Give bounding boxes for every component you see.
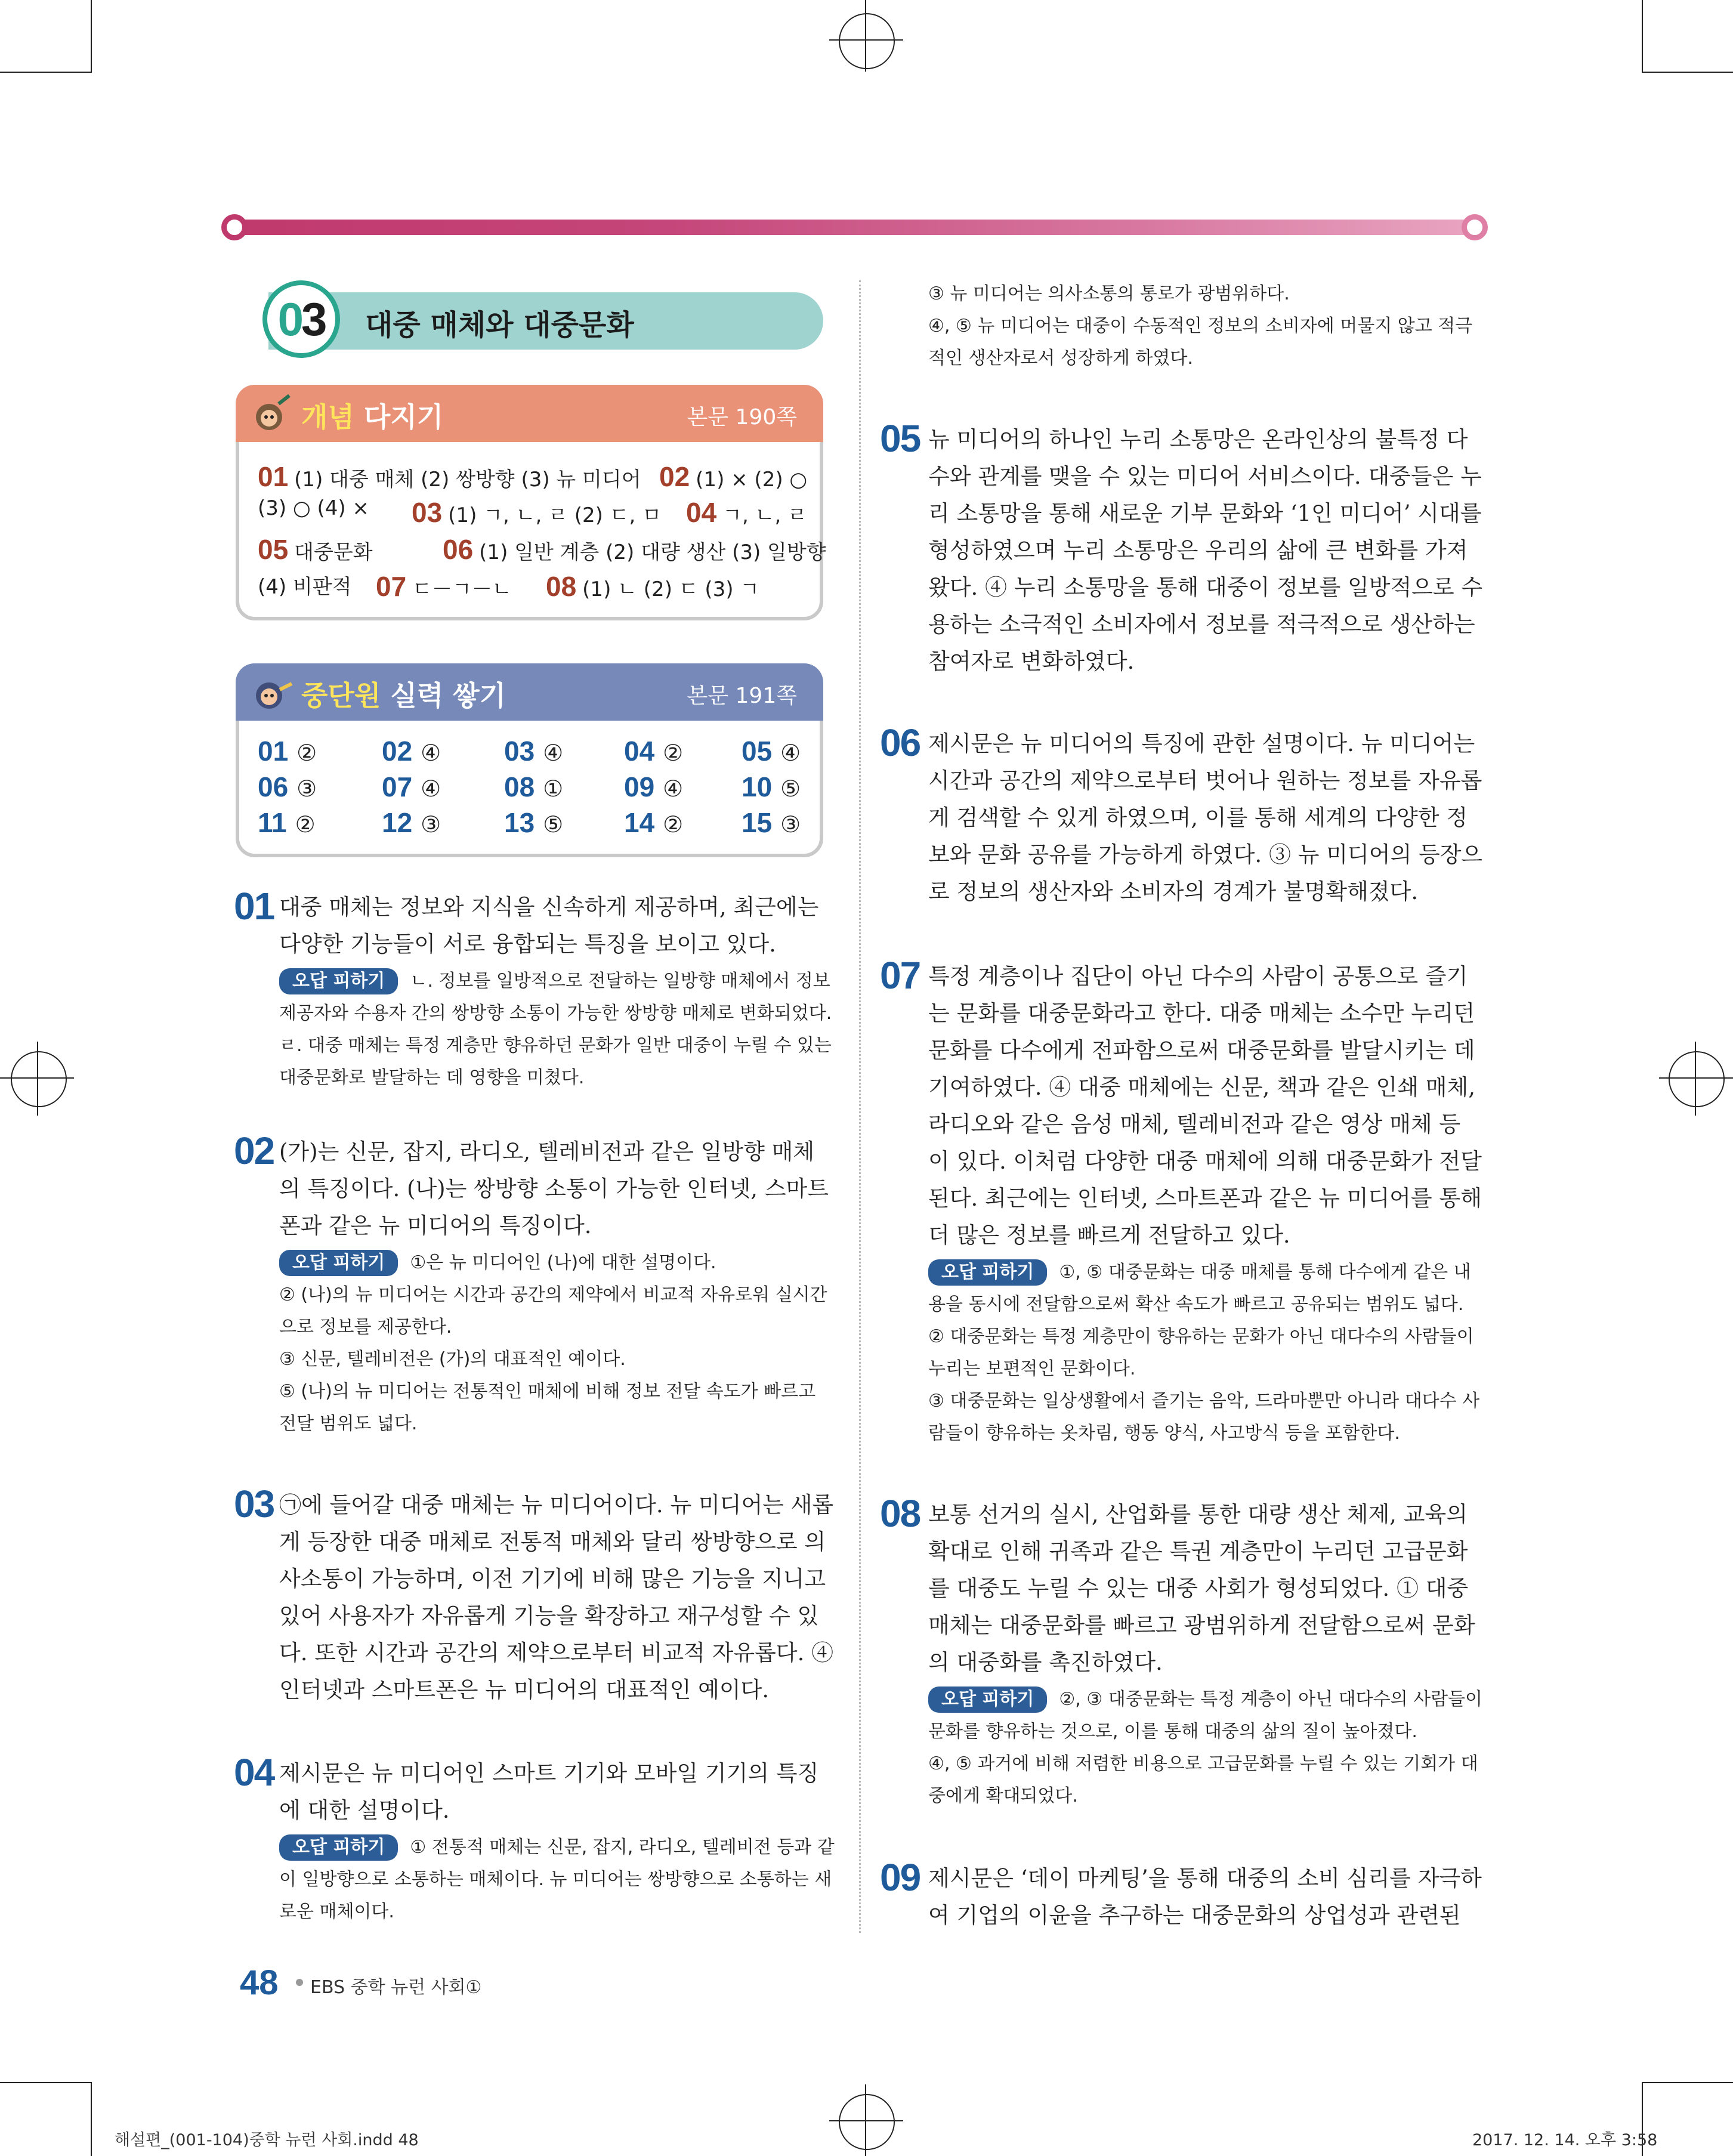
concept-answer bbox=[258, 533, 373, 566]
explanation-line: 뉴 미디어의 하나인 누리 소통망은 온라인상의 불특정 다 bbox=[928, 427, 1468, 452]
explanation-line: 제시문은 뉴 미디어의 특징에 관한 설명이다. 뉴 미디어는 bbox=[928, 731, 1475, 756]
skill-answer bbox=[258, 807, 316, 839]
explanation-line: 는 문화를 대중문화라고 한다. 대중 매체는 소수만 누리던 bbox=[928, 1000, 1475, 1026]
answer-number: 08 bbox=[546, 571, 577, 602]
explanation-line: 게 검색할 수 있게 하였으며, 이를 통해 세계의 다양한 정 bbox=[928, 805, 1468, 830]
explanation-line: 시간과 공간의 제약으로부터 벗어나 원하는 정보를 자유롭 bbox=[928, 768, 1482, 793]
question-number: 09 bbox=[880, 1856, 920, 1899]
bar-end-right bbox=[1462, 214, 1488, 240]
skill-answer bbox=[624, 807, 683, 839]
crop-mark bbox=[91, 0, 92, 73]
page-number: 48 bbox=[240, 1963, 279, 2002]
answer-choice: ③ bbox=[296, 776, 317, 802]
answer-number: 07 bbox=[382, 771, 413, 802]
concept-answer bbox=[443, 533, 826, 566]
answer-number: 06 bbox=[443, 534, 474, 565]
skill-answer bbox=[742, 771, 801, 803]
explanation-line: ㉠에 들어갈 대중 매체는 뉴 미디어이다. 뉴 미디어는 새롭 bbox=[279, 1492, 834, 1518]
answer-choice: ① bbox=[543, 776, 564, 802]
note-line bbox=[928, 1256, 1471, 1289]
explanation-line: 매체는 대중문화를 빠르고 광범위하게 전달함으로써 문화 bbox=[928, 1613, 1475, 1638]
wrong-answer-tag: 오답 피하기 bbox=[279, 968, 398, 994]
concept-box-page-ref: 본문 190쪽 bbox=[687, 405, 797, 430]
note-text: ③ 대중문화는 일상생활에서 즐기는 음악, 드라마뿐만 아니라 대다수 사 bbox=[928, 1391, 1480, 1411]
answer-choice: ④ bbox=[663, 776, 684, 802]
note-text: 로운 매체이다. bbox=[279, 1901, 394, 1922]
note-text: 중에게 확대되었다. bbox=[928, 1786, 1078, 1806]
skill-answer bbox=[742, 735, 801, 767]
note-text: 문화를 향유하는 것으로, 이를 통해 대중의 삶의 질이 높아졌다. bbox=[928, 1721, 1417, 1742]
note-line bbox=[279, 1376, 822, 1408]
crop-mark bbox=[1642, 72, 1733, 73]
answer-number: 01 bbox=[258, 736, 289, 767]
note-text: ② 대중문화는 특정 계층만이 향유하는 문화가 아닌 대다수의 사람들이 bbox=[928, 1326, 1474, 1347]
section-number: 03 bbox=[262, 280, 340, 358]
note-line bbox=[928, 1321, 1474, 1353]
explanation-line: 다양한 기능들이 서로 융합되는 특징을 보이고 있다. bbox=[279, 931, 776, 957]
note-line bbox=[279, 1279, 827, 1311]
concept-answer bbox=[258, 461, 641, 493]
header-bar bbox=[230, 220, 1482, 235]
note-line bbox=[279, 1864, 832, 1896]
note-line: ④, ⑤ 뉴 미디어는 대중이 수동적인 정보의 소비자에 머물지 않고 적극 bbox=[928, 316, 1473, 336]
question-number: 04 bbox=[234, 1751, 274, 1794]
answer-text: (1) ㄴ (2) ㄷ (3) ㄱ bbox=[582, 577, 760, 601]
note-line bbox=[279, 965, 830, 997]
answer-choice: ④ bbox=[780, 740, 801, 766]
registration-mark bbox=[839, 13, 895, 69]
skill-answer bbox=[382, 771, 441, 803]
crop-mark bbox=[0, 2082, 92, 2083]
note-line bbox=[928, 1289, 1471, 1321]
answer-number: 02 bbox=[382, 736, 413, 767]
note-line bbox=[928, 1417, 1471, 1450]
registration-mark bbox=[865, 2084, 866, 2156]
concept-answer bbox=[546, 570, 759, 603]
answer-number: 04 bbox=[686, 497, 717, 528]
answer-choice: ④ bbox=[543, 740, 564, 766]
skill-answer bbox=[624, 771, 683, 803]
bar-end-left bbox=[221, 214, 248, 240]
registration-mark bbox=[37, 1042, 38, 1116]
note-line bbox=[928, 1780, 1471, 1812]
wrong-answer-tag: 오답 피하기 bbox=[279, 1250, 398, 1276]
explanation-line: 에 대한 설명이다. bbox=[279, 1797, 450, 1823]
skill-answer bbox=[382, 735, 441, 767]
explanation-line: 로 정보의 생산자와 소비자의 경계가 불명확해졌다. bbox=[928, 879, 1419, 904]
skill-answer bbox=[382, 807, 441, 839]
note-text: 용을 동시에 전달함으로써 확산 속도가 빠르고 공유되는 범위도 넓다. bbox=[928, 1294, 1464, 1315]
answer-choice: ④ bbox=[421, 776, 441, 802]
note-text: ②, ③ 대중문화는 특정 계층이 아닌 대다수의 사람들이 bbox=[1059, 1689, 1483, 1710]
explanation-line: 라디오와 같은 음성 매체, 텔레비전과 같은 영상 매체 등 bbox=[928, 1111, 1461, 1137]
skill-answer bbox=[624, 735, 683, 767]
answer-text: (1) × (2) ○ bbox=[696, 468, 808, 492]
explanation-line: 확대로 인해 귀족과 같은 특권 계층만이 누리던 고급문화 bbox=[928, 1539, 1468, 1564]
explanation-line: 더 많은 정보를 빠르게 전달하고 있다. bbox=[928, 1222, 1290, 1248]
question-number: 08 bbox=[880, 1492, 920, 1535]
question-number: 07 bbox=[880, 954, 920, 997]
note-text: ㄴ. 정보를 일방적으로 전달하는 일방향 매체에서 정보 bbox=[410, 971, 830, 991]
concept-answer bbox=[258, 570, 352, 600]
crop-mark bbox=[1642, 2082, 1733, 2083]
answer-number: 13 bbox=[504, 807, 535, 838]
skill-box-title: 중단원 실력 쌓기 bbox=[301, 679, 506, 712]
explanation-line: 를 대중도 누릴 수 있는 대중 사회가 형성되었다. ① 대중 bbox=[928, 1576, 1469, 1601]
answer-choice: ② bbox=[663, 811, 684, 838]
note-line bbox=[279, 1896, 822, 1928]
note-line bbox=[279, 1311, 822, 1343]
answer-number: 08 bbox=[504, 771, 535, 802]
explanation-line: 형성하였으며 누리 소통망은 우리의 삶에 큰 변화를 가져 bbox=[928, 538, 1468, 563]
section-title: 대중 매체와 대중문화 bbox=[365, 308, 634, 342]
answer-text: (1) 대중 매체 (2) 쌍방향 (3) 뉴 미디어 bbox=[294, 468, 641, 492]
explanation-line: 수와 관계를 맺을 수 있는 미디어 서비스이다. 대중들은 누 bbox=[928, 464, 1482, 489]
answer-text: (4) 비판적 bbox=[258, 575, 352, 599]
answer-choice: ⑤ bbox=[543, 811, 564, 838]
question-number: 01 bbox=[234, 885, 274, 928]
skill-box-page-ref: 본문 191쪽 bbox=[687, 684, 797, 708]
note-line bbox=[279, 1343, 822, 1376]
crop-mark bbox=[1642, 0, 1643, 73]
explanation-line: 다. 또한 시간과 공간의 제약으로부터 비교적 자유롭다. ④ bbox=[279, 1640, 834, 1666]
note-text: ⑤ (나)의 뉴 미디어는 전통적인 매체에 비해 정보 전달 속도가 빠르고 bbox=[279, 1381, 816, 1402]
answer-number: 01 bbox=[258, 461, 289, 492]
explanation-line: 문화를 다수에게 전파함으로써 대중문화를 발달시키는 데 bbox=[928, 1037, 1475, 1063]
explanation-line: 이 있다. 이처럼 다양한 대중 매체에 의해 대중문화가 전달 bbox=[928, 1148, 1482, 1174]
answer-choice: ② bbox=[295, 811, 316, 838]
explanation-line: 참여자로 변화하였다. bbox=[928, 648, 1135, 674]
note-line bbox=[928, 1748, 1478, 1780]
answer-number: 09 bbox=[624, 771, 655, 802]
registration-mark bbox=[839, 2094, 895, 2150]
answer-number: 10 bbox=[742, 771, 773, 802]
note-line bbox=[928, 1385, 1480, 1417]
skill-answer bbox=[258, 771, 317, 803]
column-divider bbox=[859, 280, 861, 1933]
answer-text: (1) 일반 계층 (2) 대량 생산 (3) 일방향 bbox=[479, 540, 826, 564]
wrong-answer-tag: 오답 피하기 bbox=[928, 1687, 1047, 1713]
note-line: 적인 생산자로서 성장하게 하였다. bbox=[928, 348, 1193, 369]
answer-choice: ③ bbox=[780, 811, 801, 838]
note-text: ③ 신문, 텔레비전은 (가)의 대표적인 예이다. bbox=[279, 1349, 626, 1370]
explanation-line: 있어 사용자가 자유롭게 기능을 확장하고 재구성할 수 있 bbox=[279, 1603, 819, 1629]
answer-number: 05 bbox=[742, 736, 773, 767]
crop-mark bbox=[0, 72, 92, 73]
explanation-line: 왔다. ④ 누리 소통망을 통해 대중이 정보를 일방적으로 수 bbox=[928, 574, 1483, 600]
answer-number: 07 bbox=[376, 571, 407, 602]
skill-answer bbox=[258, 735, 317, 767]
note-line bbox=[928, 1716, 1471, 1748]
note-text: 제공자와 수용자 간의 쌍방향 소통이 가능한 쌍방향 매체로 변화되었다. bbox=[279, 1003, 832, 1024]
note-text: 누리는 보편적인 문화이다. bbox=[928, 1358, 1136, 1379]
answer-number: 11 bbox=[258, 807, 287, 838]
answer-text: ㄷ－ㄱ－ㄴ bbox=[412, 577, 512, 601]
question-number: 03 bbox=[234, 1482, 274, 1525]
answer-choice: ② bbox=[663, 740, 684, 766]
note-line bbox=[279, 1247, 822, 1279]
explanation-line: 대중 매체는 정보와 지식을 신속하게 제공하며, 최근에는 bbox=[279, 894, 819, 920]
answer-text: (1) ㄱ, ㄴ, ㄹ (2) ㄷ, ㅁ bbox=[448, 504, 662, 527]
note-text: ①, ⑤ 대중문화는 대중 매체를 통해 다수에게 같은 내 bbox=[1059, 1262, 1471, 1283]
answer-number: 02 bbox=[659, 461, 690, 492]
registration-mark bbox=[1669, 1051, 1725, 1107]
explanation-line: 게 등장한 대중 매체로 전통적 매체와 달리 쌍방향으로 의 bbox=[279, 1529, 826, 1555]
mascot-icon bbox=[248, 671, 295, 718]
answer-text: (3) ○ (4) × bbox=[258, 496, 369, 520]
explanation-line: 사소통이 가능하며, 이전 기기에 비해 많은 기능을 지니고 bbox=[279, 1566, 826, 1592]
registration-mark bbox=[865, 0, 866, 72]
registration-mark bbox=[1695, 1042, 1696, 1116]
answer-number: 05 bbox=[258, 534, 289, 565]
note-line bbox=[279, 997, 832, 1030]
concept-answer bbox=[376, 570, 512, 603]
note-line bbox=[279, 1408, 822, 1440]
book-title: EBS 중학 뉴런 사회① bbox=[310, 1977, 482, 1998]
mascot-icon bbox=[248, 392, 295, 440]
slug-file: 해설편_(001-104)중학 뉴런 사회.indd 48 bbox=[115, 2131, 419, 2149]
skill-answer bbox=[504, 735, 563, 767]
explanation-line: 제시문은 ‘데이 마케팅’을 통해 대중의 소비 심리를 자극하 bbox=[928, 1865, 1482, 1891]
slug-date: 2017. 12. 14. 오후 3:58 bbox=[1472, 2131, 1658, 2149]
answer-choice: ⑤ bbox=[780, 776, 801, 802]
registration-mark bbox=[829, 2120, 903, 2121]
explanation-line: 기여하였다. ④ 대중 매체에는 신문, 책과 같은 인쇄 매체, bbox=[928, 1074, 1475, 1100]
answer-number: 03 bbox=[412, 497, 443, 528]
question-number: 06 bbox=[880, 721, 920, 764]
note-text: 람들이 향유하는 옷차림, 행동 양식, 사고방식 등을 포함한다. bbox=[928, 1423, 1400, 1444]
wrong-answer-tag: 오답 피하기 bbox=[928, 1259, 1047, 1286]
explanation-line: 보와 문화 공유를 가능하게 하였다. ③ 뉴 미디어의 등장으 bbox=[928, 842, 1483, 867]
note-text: 으로 정보를 제공한다. bbox=[279, 1317, 452, 1338]
explanation-line: 리 소통망을 통해 새로운 기부 문화와 ‘1인 미디어’ 시대를 bbox=[928, 501, 1482, 526]
explanation-line: 폰과 같은 뉴 미디어의 특징이다. bbox=[279, 1213, 592, 1238]
answer-number: 04 bbox=[624, 736, 655, 767]
registration-mark bbox=[1659, 1077, 1733, 1079]
explanation-line: 보통 선거의 실시, 산업화를 통한 대량 생산 체제, 교육의 bbox=[928, 1502, 1468, 1527]
concept-answer bbox=[659, 461, 807, 493]
skill-answer bbox=[742, 807, 801, 839]
answer-text: 대중문화 bbox=[294, 540, 373, 564]
explanation-line: 의 대중화를 촉진하였다. bbox=[928, 1650, 1163, 1675]
answer-choice: ② bbox=[296, 740, 317, 766]
note-line bbox=[928, 1353, 1471, 1385]
answer-number: 03 bbox=[504, 736, 535, 767]
answer-number: 06 bbox=[258, 771, 289, 802]
answer-choice: ③ bbox=[421, 811, 441, 838]
wrong-answer-tag: 오답 피하기 bbox=[279, 1834, 398, 1861]
explanation-line: 의 특징이다. (나)는 쌍방향 소통이 가능한 인터넷, 스마트 bbox=[279, 1176, 829, 1201]
note-text: ①은 뉴 미디어인 (나)에 대한 설명이다. bbox=[410, 1252, 716, 1273]
question-number: 05 bbox=[880, 417, 920, 460]
skill-answer bbox=[504, 771, 563, 803]
note-text: ① 전통적 매체는 신문, 잡지, 라디오, 텔레비전 등과 같 bbox=[410, 1837, 835, 1858]
answer-number: 12 bbox=[382, 807, 413, 838]
concept-answer bbox=[686, 496, 807, 529]
answer-text: ㄱ, ㄴ, ㄹ bbox=[722, 504, 807, 527]
explanation-line: (가)는 신문, 잡지, 라디오, 텔레비전과 같은 일방향 매체 bbox=[279, 1139, 815, 1165]
registration-mark bbox=[829, 39, 903, 41]
answer-number: 14 bbox=[624, 807, 655, 838]
question-number: 02 bbox=[234, 1129, 274, 1172]
note-text: ④, ⑤ 과거에 비해 저렴한 비용으로 고급문화를 누릴 수 있는 기회가 대 bbox=[928, 1753, 1478, 1774]
note-line bbox=[279, 1030, 832, 1062]
note-text: 이 일방향으로 소통하는 매체이다. 뉴 미디어는 쌍방향으로 소통하는 새 bbox=[279, 1869, 832, 1890]
note-text: 전달 범위도 넓다. bbox=[279, 1413, 418, 1434]
answer-number: 15 bbox=[742, 807, 773, 838]
concept-box-header bbox=[236, 385, 823, 442]
explanation-line: 용하는 소극적인 소비자에서 정보를 적극적으로 생산하는 bbox=[928, 611, 1475, 637]
explanation-line: 된다. 최근에는 인터넷, 스마트폰과 같은 뉴 미디어를 통해 bbox=[928, 1185, 1482, 1211]
explanation-line: 특정 계층이나 집단이 아닌 다수의 사람이 공통으로 즐기 bbox=[928, 963, 1468, 989]
concept-box-title: 개념 다지기 bbox=[301, 401, 444, 433]
skill-box-header bbox=[236, 663, 823, 721]
note-text: ㄹ. 대중 매체는 특정 계층만 향유하던 문화가 일반 대중이 누릴 수 있는 bbox=[279, 1035, 832, 1056]
bullet-icon bbox=[296, 1979, 303, 1986]
note-line bbox=[279, 1062, 822, 1094]
note-text: ② (나)의 뉴 미디어는 시간과 공간의 제약에서 비교적 자유로워 실시간 bbox=[279, 1284, 827, 1305]
note-text: 대중문화로 발달하는 데 영향을 미쳤다. bbox=[279, 1067, 585, 1088]
note-line bbox=[928, 1684, 1483, 1716]
note-line: ③ 뉴 미디어는 의사소통의 통로가 광범위하다. bbox=[928, 283, 1290, 304]
note-line bbox=[279, 1831, 835, 1864]
skill-answer bbox=[504, 807, 563, 839]
registration-mark bbox=[11, 1051, 67, 1107]
explanation-line: 제시문은 뉴 미디어인 스마트 기기와 모바일 기기의 특징 bbox=[279, 1760, 819, 1786]
concept-answer bbox=[258, 496, 369, 520]
crop-mark bbox=[91, 2082, 92, 2156]
answer-choice: ④ bbox=[421, 740, 441, 766]
explanation-line: 여 기업의 이윤을 추구하는 대중문화의 상업성과 관련된 bbox=[928, 1902, 1461, 1928]
explanation-line: 인터넷과 스마트폰은 뉴 미디어의 대표적인 예이다. bbox=[279, 1677, 770, 1703]
concept-answer bbox=[412, 496, 662, 529]
